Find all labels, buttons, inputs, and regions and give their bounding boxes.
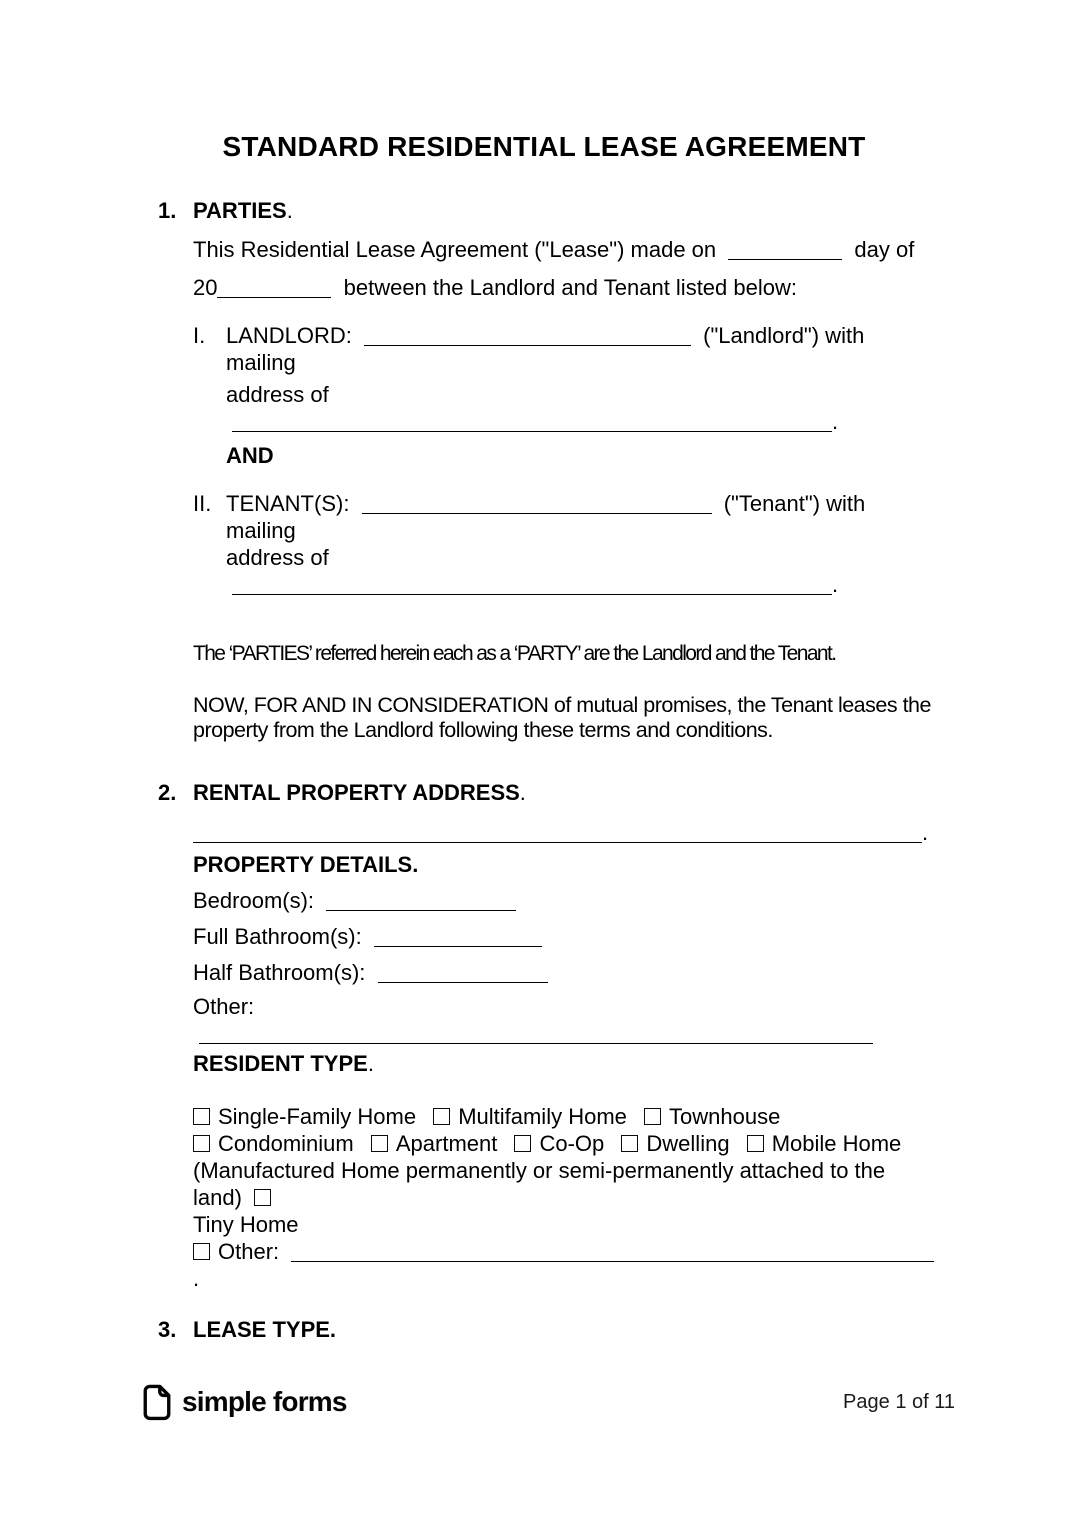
- page-footer: [142, 1381, 955, 1423]
- section-3-heading: [158, 1316, 940, 1343]
- parties-note: The ‘PARTIES’ referred herein each as a ‘PARTY’ are the Landlord and the Tenant.: [193, 642, 836, 665]
- other-option-label: Other:: [218, 1239, 280, 1264]
- landlord-address-blank-field[interactable]: [232, 411, 832, 432]
- section-2-title: RENTAL PROPERTY ADDRESS: [193, 780, 520, 805]
- property-details-heading: PROPERTY DETAILS.: [193, 852, 419, 877]
- other-resident-type-blank-field[interactable]: [291, 1241, 934, 1262]
- resident-options-line-2: Condominium Apartment Co-Op Dwelling Mobile Home: [193, 1130, 940, 1157]
- brand-name: simple forms: [182, 1386, 347, 1417]
- document-icon: [142, 1384, 172, 1421]
- tenant-label: TENANT(S):: [226, 491, 350, 516]
- tenant-address-label: address of: [226, 545, 329, 570]
- full-bathrooms-label: Full Bathroom(s):: [193, 924, 362, 949]
- checkbox-townhouse[interactable]: [644, 1108, 661, 1125]
- page-number: Page 1 of 11: [843, 1390, 955, 1413]
- bedrooms-label: Bedroom(s):: [193, 888, 315, 913]
- section-1-title: PARTIES: [193, 198, 287, 223]
- checkbox-mobile-home[interactable]: [747, 1135, 764, 1152]
- tenant-name-blank-field[interactable]: [362, 493, 712, 514]
- other-details-field-row: [193, 993, 940, 1047]
- checkbox-apartment[interactable]: [371, 1135, 388, 1152]
- other-details-label: Other:: [193, 994, 255, 1019]
- simple-forms-logo: [142, 1384, 347, 1421]
- bedrooms-field-row: [193, 887, 940, 914]
- checkbox-tiny-home[interactable]: [254, 1189, 271, 1206]
- section-1-number: 1.: [158, 198, 177, 223]
- intro-line-2: 20 between the Landlord and Tenant listed below:: [193, 275, 797, 300]
- half-bathrooms-blank-field[interactable]: [378, 962, 548, 983]
- bedrooms-blank-field[interactable]: [326, 890, 516, 911]
- landlord-numeral: I.: [193, 323, 206, 348]
- rental-address-blank-field[interactable]: [193, 822, 922, 843]
- tenant-address-blank-field[interactable]: [232, 574, 832, 595]
- landlord-label: LANDLORD:: [226, 323, 352, 348]
- resident-options-line-3: (Manufactured Home permanently or semi-permanently attached to the land): [193, 1158, 886, 1210]
- resident-type-heading: RESIDENT TYPE.: [193, 1051, 374, 1076]
- full-bathrooms-field-row: [193, 923, 940, 950]
- section-3-title: LEASE TYPE.: [193, 1317, 337, 1342]
- landlord-address-label: address of: [226, 382, 329, 407]
- document-title: STANDARD RESIDENTIAL LEASE AGREEMENT: [222, 131, 866, 162]
- day-blank-field[interactable]: [728, 239, 842, 260]
- year-blank-field[interactable]: [217, 277, 331, 298]
- half-bathrooms-label: Half Bathroom(s):: [193, 960, 366, 985]
- resident-options-line-5: Other: .: [193, 1238, 940, 1292]
- landlord-clause: I. LANDLORD: ("Landlord") with mailing address of . AND: [193, 323, 865, 468]
- consideration-paragraph: NOW, FOR AND IN CONSIDERATION of mutual promises, the Tenant leases the property from the Landlord following these terms and conditions.: [193, 693, 931, 742]
- checkbox-co-op[interactable]: [514, 1135, 531, 1152]
- and-conjunction: AND: [226, 443, 274, 468]
- section-3-number: 3.: [158, 1317, 177, 1342]
- document-page: [0, 131, 1088, 1539]
- tenant-numeral: II.: [193, 491, 212, 516]
- intro-line-1: This Residential Lease Agreement ("Lease") made on day of: [193, 237, 915, 262]
- checkbox-single-family-home[interactable]: [193, 1108, 210, 1125]
- section-2-number: 2.: [158, 780, 177, 805]
- section-1-heading: 1. PARTIES.: [158, 198, 293, 223]
- resident-options-line-1: Single-Family Home Multifamily Home Townhouse: [193, 1103, 940, 1130]
- section-2-heading: 2. RENTAL PROPERTY ADDRESS.: [158, 780, 526, 805]
- resident-options-line-4: Tiny Home: [193, 1212, 299, 1237]
- tenant-clause: II. TENANT(S): ("Tenant") with mailing address of .: [193, 491, 866, 597]
- landlord-name-blank-field[interactable]: [364, 325, 691, 346]
- other-details-blank-field[interactable]: [199, 1023, 873, 1044]
- checkbox-other[interactable]: [193, 1243, 210, 1260]
- checkbox-condominium[interactable]: [193, 1135, 210, 1152]
- checkbox-multifamily-home[interactable]: [433, 1108, 450, 1125]
- half-bathrooms-field-row: [193, 959, 940, 986]
- rental-address-line: .: [193, 819, 940, 846]
- full-bathrooms-blank-field[interactable]: [374, 926, 542, 947]
- checkbox-dwelling[interactable]: [621, 1135, 638, 1152]
